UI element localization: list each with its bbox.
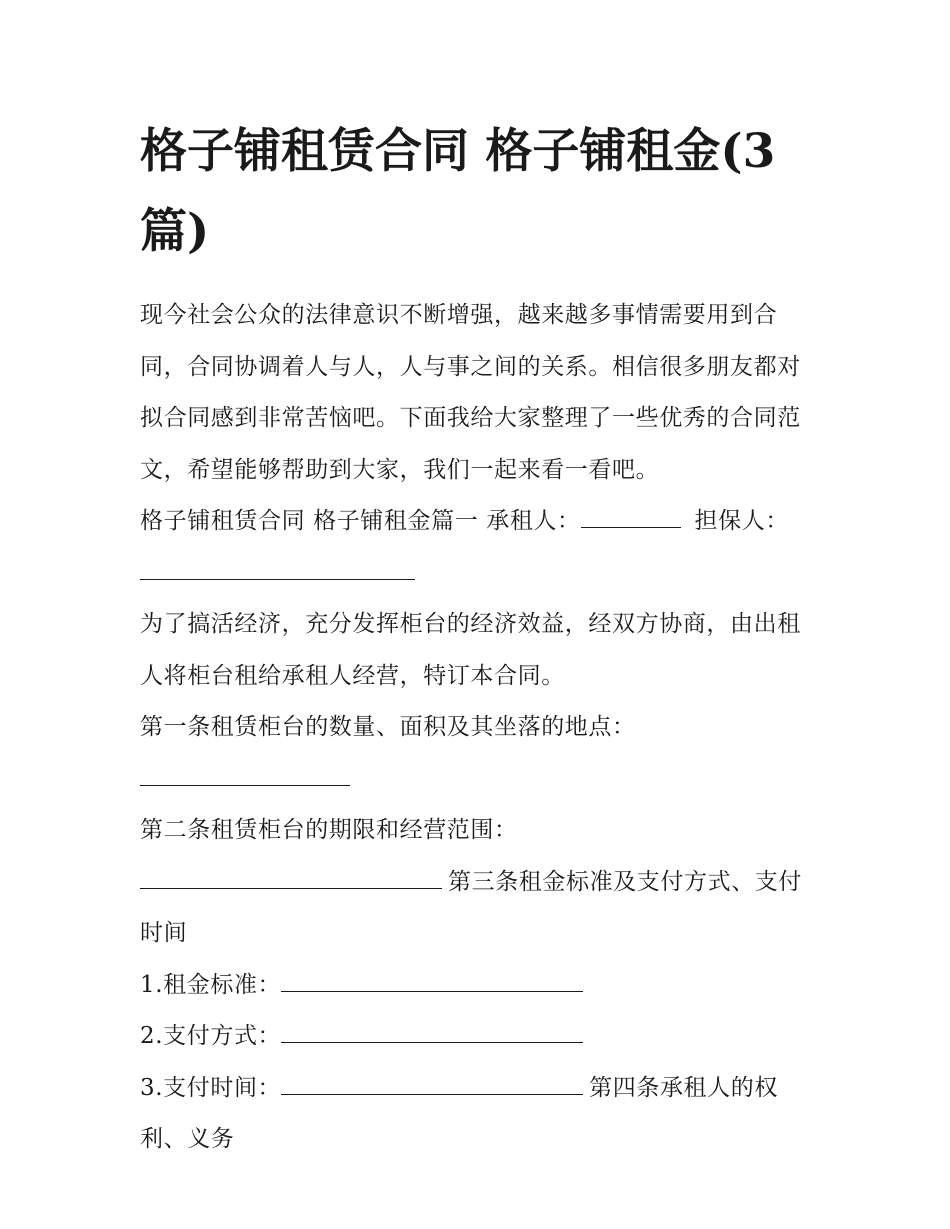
section-heading: 格子铺租赁合同 格子铺租金篇一 承租人： bbox=[140, 508, 581, 534]
item-1-line bbox=[140, 960, 812, 1012]
document-title: 格子铺租赁合同 格子铺租金(3篇) bbox=[140, 124, 776, 259]
article-3: 第三条租金标准及支付方式、支付时间 bbox=[140, 868, 802, 946]
item-3-blank bbox=[281, 1070, 583, 1095]
item-2-blank bbox=[281, 1018, 583, 1043]
item-1-label: 1.租金标准： bbox=[140, 971, 282, 998]
article-1-blank bbox=[140, 761, 350, 786]
item-3-label: 3.支付时间： bbox=[140, 1074, 282, 1101]
item-3-line bbox=[140, 1063, 812, 1166]
article-1-blank-line bbox=[140, 754, 812, 806]
article-2-blank bbox=[140, 864, 442, 889]
guarantor-label: 担保人： bbox=[694, 508, 789, 534]
document-page bbox=[140, 112, 812, 1166]
guarantor-blank bbox=[140, 555, 415, 580]
item-1-blank bbox=[281, 967, 583, 992]
purpose-paragraph: 为了搞活经济，充分发挥柜台的经济效益，经双方协商，由出租人将柜台租给承租人经营，特订本合同。 bbox=[140, 611, 801, 689]
article-1: 第一条租赁柜台的数量、面积及其坐落的地点： bbox=[140, 714, 636, 740]
item-2-line bbox=[140, 1011, 812, 1063]
tenant-blank bbox=[581, 503, 681, 528]
item-2-label: 2.支付方式： bbox=[140, 1023, 282, 1049]
guarantor-blank-line bbox=[140, 548, 812, 600]
article-2: 第二条租赁柜台的期限和经营范围： bbox=[140, 817, 518, 843]
section-heading-line bbox=[140, 496, 812, 548]
intro-paragraph: 现今社会公众的法律意识不断增强，越来越多事情需要用到合同，合同协调着人与人，人与事之间的关系。相信很多朋友都对拟合同感到非常苦恼吧。下面我给大家整理了一些优秀的合同范文，希望能够帮助到大家，我们一起来看一看吧。 bbox=[140, 302, 801, 483]
article-4: 第四条承租人的权利、义务 bbox=[140, 1074, 778, 1152]
article-2-3-line bbox=[140, 857, 812, 960]
